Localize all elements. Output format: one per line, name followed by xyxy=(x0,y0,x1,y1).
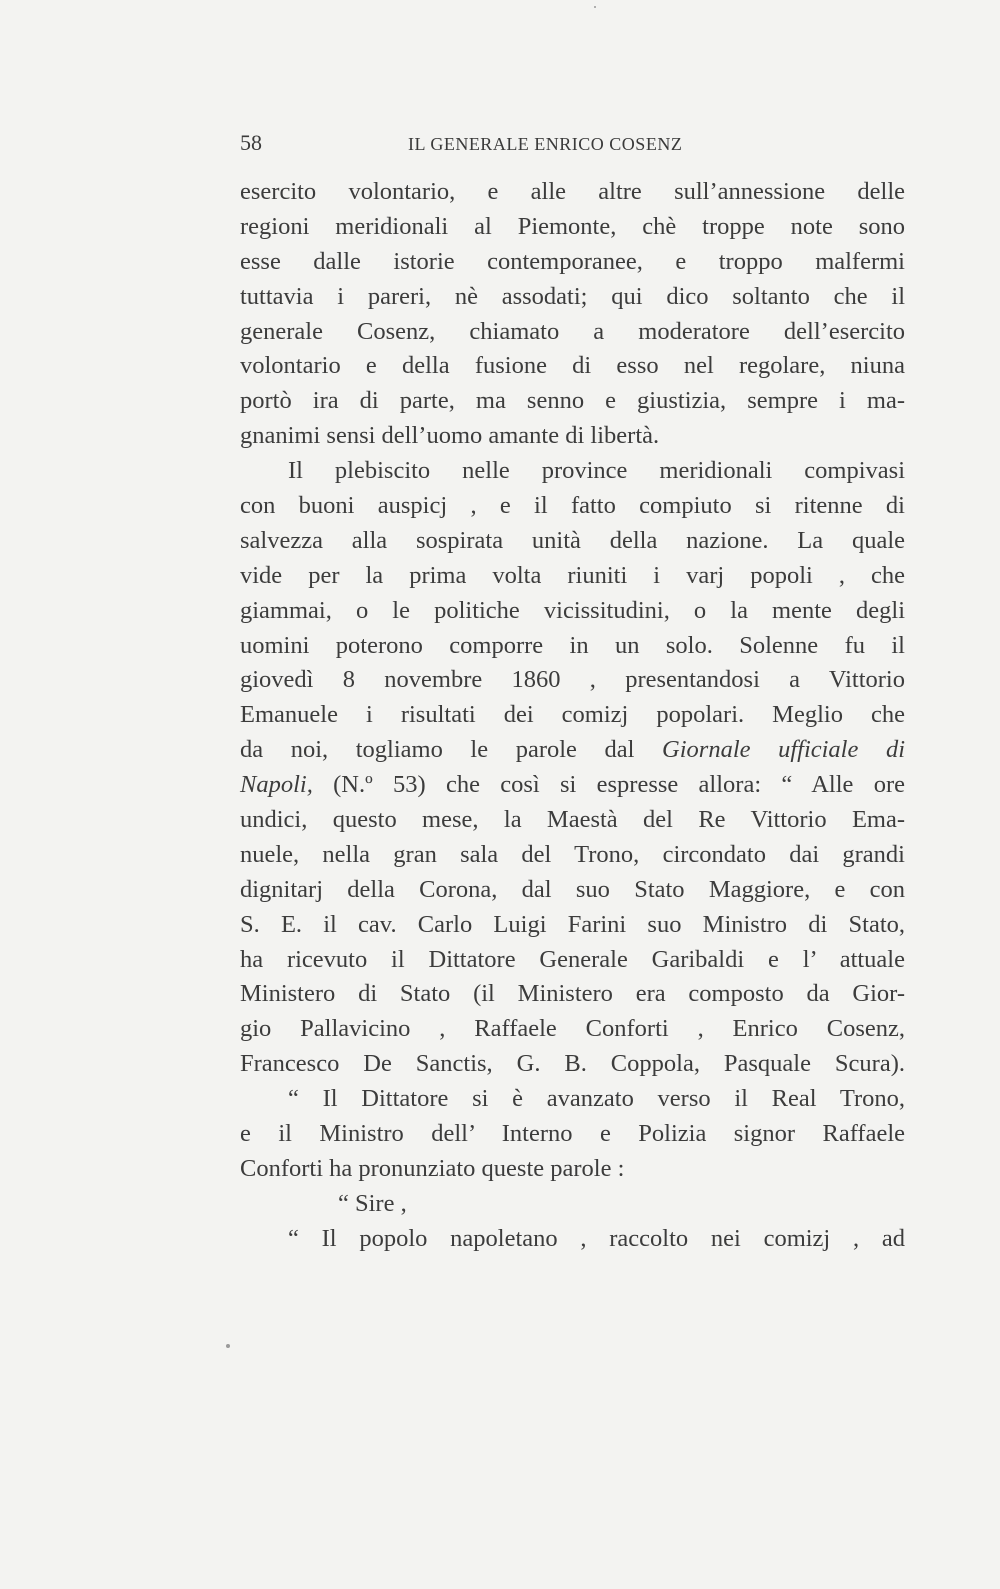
text-line: esse dalle istorie contemporanee, e troppo malfermi xyxy=(240,247,905,275)
running-title: IL GENERALE ENRICO COSENZ xyxy=(408,134,683,154)
text-line-with-italic xyxy=(240,733,905,768)
text-line: volontario e della fusione di esso nel regolare, niuna xyxy=(240,352,905,380)
text-line: Emanuele i risultati dei comizj popolari. Meglio che xyxy=(240,701,905,729)
text-line-with-italic xyxy=(240,768,905,803)
text-line: uomini poterono comporre in un solo. Solenne fu il xyxy=(240,631,905,659)
text-fragment: (N.º 53) che così si espresse allora: “ Alle ore xyxy=(333,771,905,799)
paper-speck xyxy=(594,6,596,8)
newspaper-title-italic: Napoli, xyxy=(240,771,313,799)
text-line: giovedì 8 novembre 1860 , presentandosi a Vittorio xyxy=(240,666,905,694)
text-line: Francesco De Sanctis, G. B. Coppola, Pasquale Scura). xyxy=(240,1050,905,1078)
text-line: “ Il popolo napoletano , raccolto nei comizj , ad xyxy=(288,1224,905,1252)
text-fragment: da noi, togliamo le parole dal xyxy=(240,736,635,764)
text-line: gnanimi sensi dell’uomo amante di libertà. xyxy=(240,422,660,450)
text-line: esercito volontario, e alle altre sull’annessione delle xyxy=(240,178,905,205)
text-line: undici, questo mese, la Maestà del Re Vittorio Ema- xyxy=(240,806,905,834)
text-line: generale Cosenz, chiamato a moderatore dell’esercito xyxy=(240,317,905,345)
text-line: giammai, o le politiche vicissitudini, o la mente degli xyxy=(240,596,905,624)
text-line: “ Il Dittatore si è avanzato verso il Real Trono, xyxy=(288,1085,905,1113)
paper-speck xyxy=(226,1344,230,1348)
text-line: regioni meridionali al Piemonte, chè troppe note sono xyxy=(240,212,905,240)
running-head xyxy=(240,130,905,160)
text-line: e il Ministro dell’ Interno e Polizia signor Raffaele xyxy=(240,1120,905,1148)
text-line: portò ira di parte, ma senno e giustizia, sempre i ma- xyxy=(240,387,905,415)
text-line: Conforti ha pronunziato queste parole : xyxy=(240,1154,625,1182)
text-line: vide per la prima volta riuniti i varj popoli , che xyxy=(240,561,905,589)
text-line: ha ricevuto il Dittatore Generale Garibaldi e l’ attuale xyxy=(240,945,905,973)
text-line: S. E. il cav. Carlo Luigi Farini suo Ministro di Stato, xyxy=(240,910,905,938)
newspaper-title-italic: Giornale ufficiale di xyxy=(662,736,906,764)
page-number: 58 xyxy=(240,130,262,155)
text-line: nuele, nella gran sala del Trono, circondato dai grandi xyxy=(240,840,905,868)
text-line: tuttavia i pareri, nè assodati; qui dico soltanto che il xyxy=(240,282,905,310)
text-line: Ministero di Stato (il Ministero era composto da Gior- xyxy=(240,980,905,1008)
text-line: gio Pallavicino , Raffaele Conforti , Enrico Cosenz, xyxy=(240,1015,905,1043)
text-line: Il plebiscito nelle province meridionali compivasi xyxy=(288,457,905,485)
text-line: con buoni auspicj , e il fatto compiuto si ritenne di xyxy=(240,492,905,520)
text-line: “ Sire , xyxy=(338,1189,407,1217)
text-line: dignitarj della Corona, dal suo Stato Maggiore, e con xyxy=(240,875,905,903)
text-line: salvezza alla sospirata unità della nazione. La quale xyxy=(240,526,905,554)
body-text xyxy=(240,175,905,1257)
